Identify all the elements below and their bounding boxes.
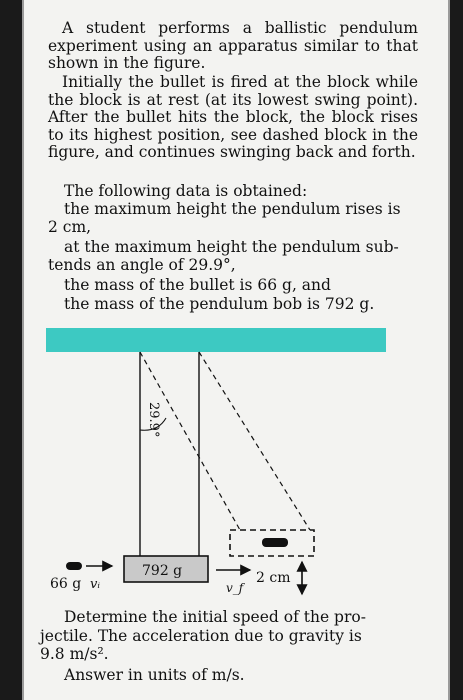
question-line2: jectile. The acceleration due to gravity is: [40, 627, 362, 645]
data-angle-line2: tends an angle of 29.9°,: [48, 256, 236, 274]
bullet-mass-label: 66 g: [50, 576, 82, 592]
bullet: [66, 562, 82, 570]
data-angle-line1: at the maximum height the pendulum sub-: [64, 238, 399, 256]
vf-label: v_f: [226, 581, 244, 595]
question-line1: Determine the initial speed of the pro-: [64, 608, 366, 626]
data-height-line1: the maximum height the pendulum rises is: [64, 200, 401, 218]
data-intro: The following data is obtained:: [64, 182, 308, 200]
answer-units: Answer in units of m/s.: [64, 666, 245, 684]
data-bullet-mass: the mass of the bullet is 66 g, and: [64, 276, 331, 294]
ceiling-support: [46, 328, 386, 352]
vi-label: vᵢ: [90, 577, 100, 592]
dashed-string-left: [140, 352, 240, 530]
data-bob-mass: the mass of the pendulum bob is 792 g.: [64, 295, 375, 313]
height-label: 2 cm: [256, 570, 291, 586]
angle-label: 29.9°: [146, 402, 161, 438]
dashed-string-right: [199, 352, 310, 530]
procedure-paragraph: Initially the bullet is fired at the block while the block is at rest (at its lowest swing point). After the bullet hits the block, the block rises to its highest position, see dashed block in the figure, and continues swinging back and forth.: [48, 73, 418, 161]
question-line3: 9.8 m/s².: [40, 645, 109, 663]
data-height-line2: 2 cm,: [48, 218, 92, 236]
bob-mass-label: 792 g: [142, 563, 183, 579]
intro-paragraph: A student performs a ballistic pendulum experiment using an apparatus similar to that shown in the figure.: [48, 19, 418, 72]
embedded-bullet: [262, 538, 288, 547]
